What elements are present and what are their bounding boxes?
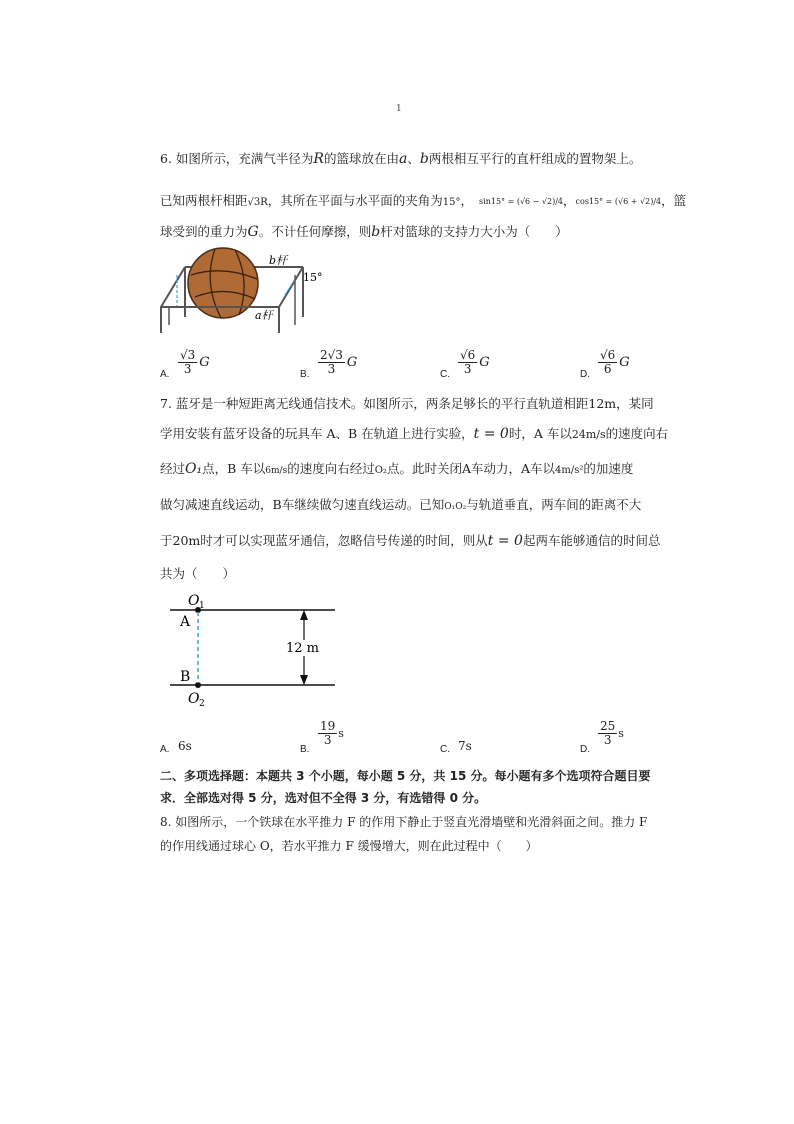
page-number: 1 — [396, 104, 402, 114]
label-b: B — [180, 669, 191, 685]
label-distance: 12 m — [286, 641, 320, 656]
label-b-rod: b杆 — [269, 254, 288, 267]
q7-line-2: 学用安装有蓝牙设备的玩具车 A、B 在轨道上进行实验，t = 0时，A 车以24m/s的速度向右 — [160, 426, 669, 442]
q8-line-1: 8. 如图所示，一个铁球在水平推力 F 的作用下静止于竖直光滑墙壁和光滑斜面之间。推力 F — [160, 815, 648, 829]
label-a: A — [180, 614, 191, 630]
q6-line-3: 球受到的重力为G。不计任何摩擦，则b杆对篮球的支持力大小为（ ） — [160, 224, 568, 240]
q6-options: A. √3 3 G B. 2√3 3 G C. √6 3 G D. √6 6 G — [160, 348, 630, 380]
q7-track-figure — [160, 588, 340, 708]
label-o1-sub: 1 — [199, 601, 205, 611]
q7-line-3: 经过O₁点，B 车以6m/s的速度向右经过O₂点。此时关闭A车动力，A车以4m/s²的加速度 — [160, 461, 634, 477]
q7-options: A. 6s B. 19 3 s C. 7s D. 25 3 s — [160, 719, 624, 755]
q7-line-4: 做匀减速直线运动，B车继续做匀速直线运动。已知O₁O₂与轨道垂直，两车间的距离不大 — [160, 497, 642, 512]
q6-line-1: 6. 如图所示，充满气半径为R的篮球放在由a、b两根相互平行的直杆组成的置物架上。 — [160, 151, 642, 167]
q7-line-6: 共为（ ） — [160, 566, 236, 581]
q6-line-2: 已知两根杆相距√3R，其所在平面与水平面的夹角为15°， sin15° = (√6 − √2)/4，cos15° = (√6 + √2)/4，篮 — [160, 193, 687, 208]
label-o1: O — [188, 593, 200, 609]
section2-line-2: 求．全部选对得 5 分，选对但不全得 3 分，有选错得 0 分。 — [160, 791, 487, 805]
label-a-rod: a杆 — [255, 309, 273, 322]
q7-line-1: 7. 蓝牙是一种短距离无线通信技术。如图所示，两条足够长的平行直轨道相距12m，某同 — [160, 396, 654, 411]
label-angle: 15° — [303, 271, 323, 284]
label-o2: O — [188, 691, 200, 707]
q7-line-5: 于20m时才可以实现蓝牙通信，忽略信号传递的时间，则从t = 0起两车能够通信的时间总 — [160, 533, 661, 549]
section2-line-1: 二、多项选择题：本题共 3 个小题，每小题 5 分，共 15 分。每小题有多个选项符合题目要 — [160, 769, 651, 783]
q8-line-2: 的作用线通过球心 O，若水平推力 F 缓慢增大，则在此过程中（ ） — [160, 839, 538, 853]
label-o2-sub: 2 — [199, 699, 205, 708]
q6-basketball-figure — [155, 245, 335, 335]
